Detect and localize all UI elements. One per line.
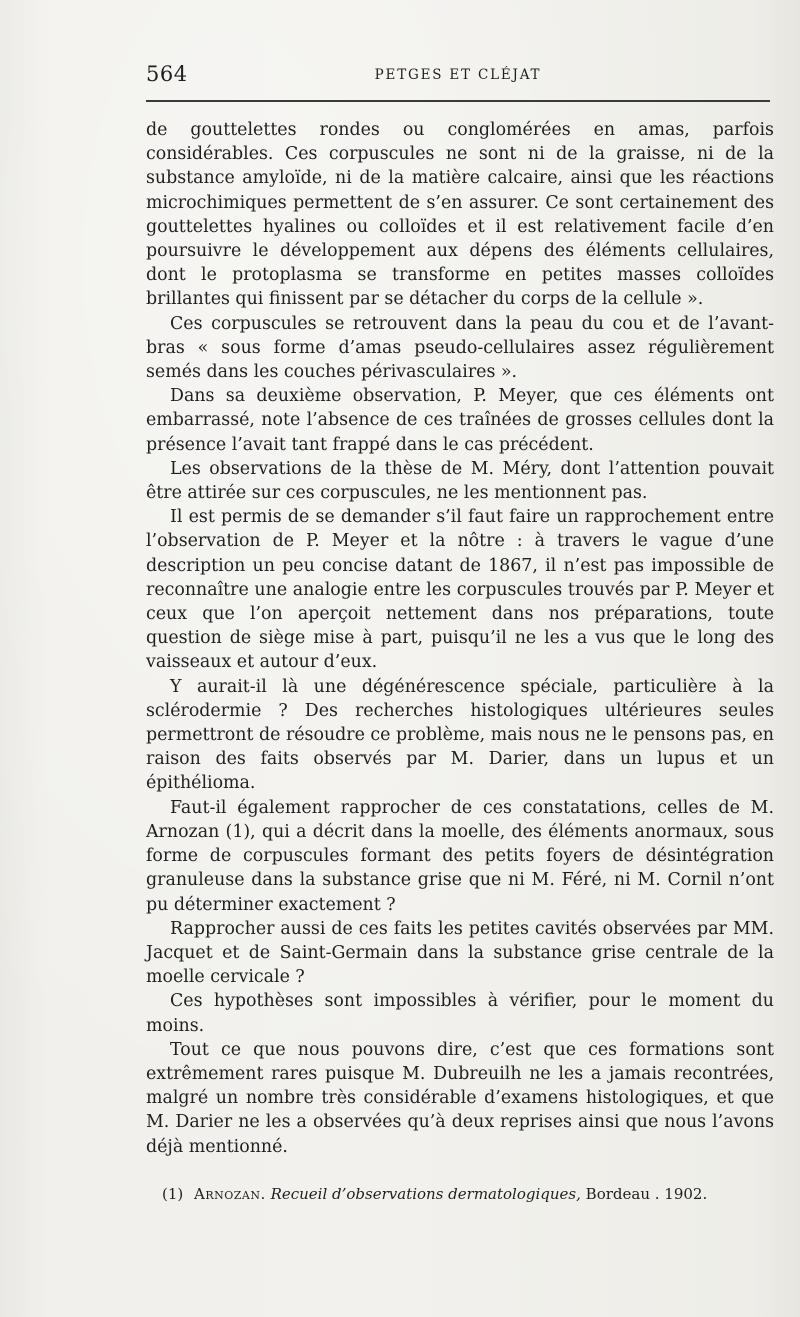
paragraph-4: Les observations de la thèse de M. Méry, dont l’attention pouvait être attirée sur ces corpuscules, ne les mentionnent pas.	[146, 458, 774, 504]
paragraph-5: Il est permis de se demander s’il faut faire un rapprochement entre l’observation de P. Meyer et la nôtre : à travers le vague d’une description un peu concise datant de 1867, il n’est pas impossible de reconnaître une analogie entre les corpuscules trouvés par P. Meyer et ceux que l’on aperçoit nettement dans nos préparations, toute question de siège mise à part, puisqu’il ne les a vus que le long des vaisseaux et autour d’eux.	[146, 507, 774, 673]
footnote-author: Arnozan.	[194, 1185, 266, 1203]
paragraph-3: Dans sa deuxième observation, P. Meyer, que ces éléments ont embarrassé, note l’absence de ces traînées de grosses cellules dont la présence l’avait tant frappé dans le cas précédent.	[146, 386, 774, 455]
paragraph-8: Rapprocher aussi de ces faits les petites cavités observées par MM. Jacquet et de Saint-Germain dans la substance grise centrale de la moelle cervicale ?	[146, 918, 774, 988]
running-head: PETGES ET CLÉJAT	[374, 67, 542, 83]
paragraph-6: Y aurait-il là une dégénérescence spéciale, particulière à la sclérodermie ? Des recherches histologiques ultérieures seules permettront de résoudre ce problème, mais nous ne le pensons pas, en raison des faits observés par M. Darier, dans un lupus et un épithélioma.	[146, 676, 774, 794]
footnote	[162, 1184, 772, 1204]
page-header	[146, 62, 770, 92]
paragraph-1: de gouttelettes rondes ou conglomérées en amas, parfois considérables. Ces corpuscules ne sont ni de la graisse, ni de la substance amyloïde, ni de la matière calcaire, ainsi que les réactions microchimiques permettent de s’en assurer. Ce sont certainement des gouttelettes hyalines ou colloïdes et il est relativement facile d’en poursuivre le développement aux dépens des éléments cellulaires, dont le protoplasma se transforme en petites masses colloïdes brillantes qui finissent par se détacher du corps de la cellule ».	[146, 120, 774, 310]
paragraph-2: Ces corpuscules se retrouvent dans la peau du cou et de l’avant-bras « sous forme d’amas pseudo-cellulaires assez régulièrement semés dans les couches périvasculaires ».	[146, 313, 774, 383]
body-text	[146, 118, 774, 1159]
footnote-mark: (1)	[162, 1185, 184, 1203]
footnote-title: Recueil d’observations dermatologiques,	[270, 1185, 581, 1203]
paragraph-9: Ces hypothèses sont impossibles à vérifier, pour le moment du moins.	[146, 991, 774, 1036]
paragraph-7: Faut-il également rapprocher de ces constatations, celles de M. Arnozan (1), qui a décrit dans la moelle, des éléments anormaux, sous forme de corpuscules formant des petits foyers de désintégration granuleuse dans la substance grise que ni M. Féré, ni M. Cornil n’ont pu déterminer exactement ?	[146, 797, 774, 915]
header-rule	[146, 100, 770, 102]
footnote-place-year: Bordeau . 1902.	[585, 1185, 708, 1203]
page-number: 564	[146, 62, 188, 86]
paragraph-10: Tout ce que nous pouvons dire, c’est que ces formations sont extrêmement rares puisque M. Dubreuilh ne les a jamais recontrées, malgré un nombre très considérable d’examens histologiques, et que M. Darier ne les a observées qu’à deux reprises ainsi que nous l’avons déjà mentionné.	[146, 1039, 774, 1157]
